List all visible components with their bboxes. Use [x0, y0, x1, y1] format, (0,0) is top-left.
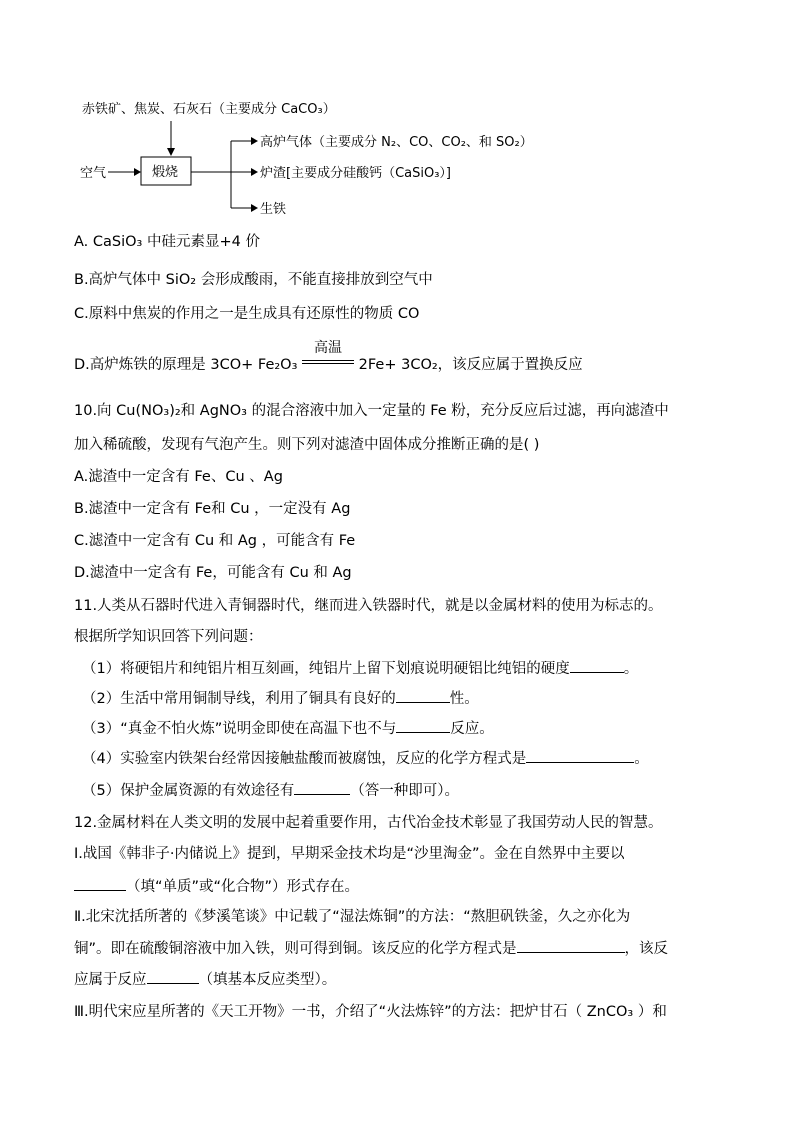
output-gas-label: 高炉气体（主要成分 N₂、CO、CO₂、和 SO₂）	[260, 135, 533, 150]
q12-part-i-line2-text: （填“单质”或“化合物”）形式存在。	[126, 879, 360, 895]
slag-arrow-head	[251, 168, 258, 176]
q12-part-ii-equation-blank	[517, 938, 625, 953]
q10-option-b: B.滤渣中一定含有 Fe和 Cu ，一定没有 Ag	[74, 501, 351, 517]
q10-stem-line1: 10.向 Cu(NO₃)₂和 AgNO₃ 的混合溶液中加入一定量的 Fe 粉，充分反应后过滤，再向滤渣中	[74, 403, 669, 419]
q12-part-ii-line1: Ⅱ.北宋沈括所著的《梦溪笔谈》中记载了“湿法炼铜”的方法：“熬胆矾铁釜，久之亦化为	[74, 909, 631, 925]
q11-part-2-blank	[396, 688, 450, 703]
q12-part-i-blank	[74, 876, 126, 891]
q10-option-d: D.滤渣中一定含有 Fe，可能含有 Cu 和 Ag	[74, 565, 352, 581]
q11-part-5	[82, 780, 459, 801]
q11-part-4-blank	[526, 748, 634, 763]
q12-part-ii-line2-end: ，该反	[624, 941, 669, 957]
q11-stem-line2: 根据所学知识回答下列问题：	[74, 629, 263, 645]
iron-arrow-head	[251, 204, 258, 212]
blast-furnace-flow-diagram	[74, 95, 554, 225]
process-label: 煅烧	[152, 165, 179, 180]
raw-materials-label: 赤铁矿、焦炭、石灰石（主要成分 CaCO₃）	[82, 102, 336, 117]
q10-option-a: A.滤渣中一定含有 Fe、Cu 、Ag	[74, 469, 283, 485]
q12-stem: 12.金属材料在人类文明的发展中起着重要作用，古代冶金技术彰显了我国劳动人民的智慧。	[74, 815, 663, 831]
q12-part-iii-line1: Ⅲ.明代宋应星所著的《天工开物》一书，介绍了“火法炼锌”的方法：把炉甘石（ ZnCO₃ ）和	[74, 1004, 667, 1020]
air-label: 空气	[80, 166, 107, 181]
q9-option-d-prefix: D.高炉炼铁的原理是 3CO+ Fe₂O₃	[74, 357, 298, 373]
q9-option-d	[74, 340, 583, 375]
q11-part-4-end: 。	[634, 751, 649, 767]
q11-part-3-blank	[396, 718, 450, 733]
q11-part-1-text: （1）将硬铝片和纯铝片相互刻画，纯铝片上留下划痕说明硬铝比纯铝的硬度	[82, 661, 570, 677]
q11-part-4	[82, 748, 649, 769]
q11-part-2-text: （2）生活中常用铜制导线，利用了铜具有良好的	[82, 691, 396, 707]
q12-part-ii-line2	[74, 938, 668, 959]
q12-part-ii-type-blank	[147, 969, 199, 984]
q11-part-2-end: 性。	[449, 691, 479, 707]
q11-part-1-blank	[570, 658, 624, 673]
q12-part-ii-line3	[74, 969, 336, 990]
reaction-condition	[302, 340, 354, 371]
q11-part-2	[82, 688, 479, 709]
q10-stem-line2: 加入稀硫酸，发现有气泡产生。则下列对滤渣中固体成分推断正确的是( )	[74, 437, 540, 453]
q9-option-a: A. CaSiO₃ 中硅元素显+4 价	[74, 234, 260, 250]
q9-option-b: B.高炉气体中 SiO₂ 会形成酸雨，不能直接排放到空气中	[74, 272, 433, 288]
feed-arrow-head	[167, 148, 175, 156]
q11-part-3-end: 反应。	[450, 721, 494, 737]
q11-part-5-end: （答一种即可）。	[350, 783, 459, 799]
q9-option-d-suffix: 2Fe+ 3CO₂，该反应属于置换反应	[358, 357, 583, 373]
q11-part-3	[82, 718, 494, 739]
reaction-condition-label: 高温	[314, 340, 343, 356]
q11-stem-line1: 11.人类从石器时代进入青铜器时代，继而进入铁器时代，就是以金属材料的使用为标志的。	[74, 598, 663, 614]
q11-part-1	[82, 658, 638, 679]
q12-part-ii-line2-text: 铜”。即在硫酸铜溶液中加入铁，则可得到铜。该反应的化学方程式是	[74, 941, 517, 957]
q11-part-5-blank	[294, 780, 350, 795]
output-slag-label: 炉渣[主要成分硅酸钙（CaSiO₃）]	[260, 166, 451, 181]
q11-part-5-text: （5）保护金属资源的有效途径有	[82, 783, 295, 799]
q11-part-3-text: （3）“真金不怕火炼”说明金即使在高温下也不与	[82, 721, 397, 737]
q12-part-i-line2	[74, 876, 359, 897]
q12-part-ii-line3-end: （填基本反应类型）。	[198, 972, 337, 988]
q12-part-i-line1: Ⅰ.战国《韩非子·内储说上》提到，早期采金技术均是“沙里淘金”。金在自然界中主要以	[74, 846, 625, 862]
air-arrow-head	[134, 168, 141, 176]
output-iron-label: 生铁	[260, 202, 287, 217]
q10-option-c: C.滤渣中一定含有 Cu 和 Ag ，可能含有 Fe	[74, 533, 356, 549]
q11-part-1-end: 。	[623, 661, 639, 677]
q12-part-ii-line3-text: 应属于反应	[74, 972, 147, 988]
q9-option-c: C.原料中焦炭的作用之一是生成具有还原性的物质 CO	[74, 306, 420, 322]
q11-part-4-text: （4）实验室内铁架台经常因接触盐酸而被腐蚀，反应的化学方程式是	[82, 751, 527, 767]
gas-arrow-head	[251, 137, 258, 145]
